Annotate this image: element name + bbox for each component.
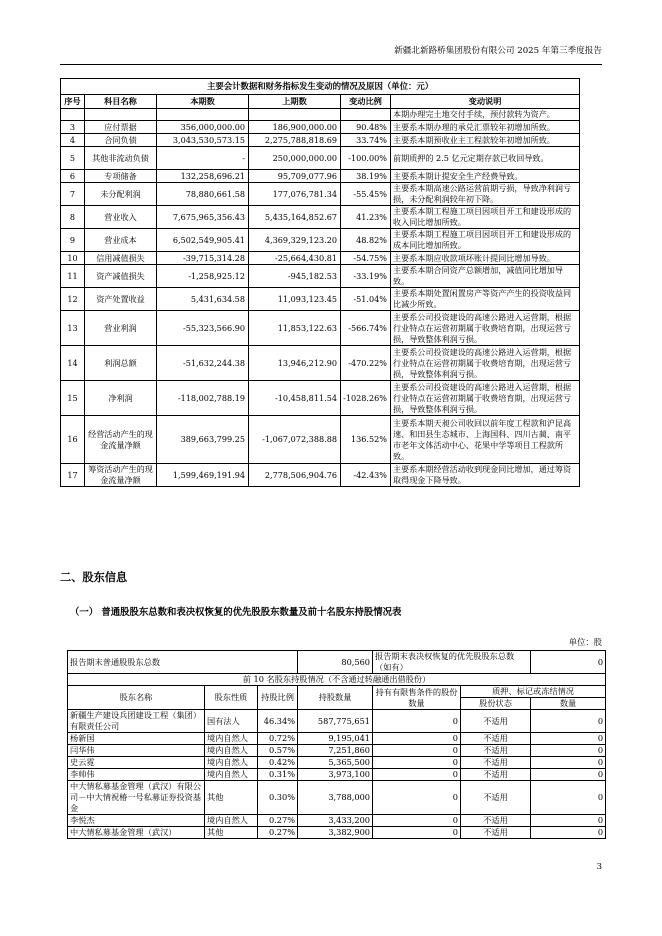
row-current-value: 389,663,799.25 (157, 416, 249, 464)
row-change-desc: 主要系本期工程施工项目因项目开工和建设形成的收入同比增加所致。 (391, 206, 580, 229)
row-change-desc: 主要系本期天昶公司收回以前年度工程款和沪昆高速、和田县生态城市、上海国科、四川古蔺、南平市老年文体活动中心、花果中学等项目工程款所致。 (391, 416, 580, 464)
shareholder-nature: 境内自然人 (205, 745, 258, 757)
table-row (61, 288, 580, 311)
row-item-name: 营业利润 (85, 311, 157, 346)
pledge-qty: 0 (531, 827, 606, 839)
table-row (61, 147, 580, 170)
pledge-qty: 0 (531, 757, 606, 769)
page-number: 3 (596, 862, 602, 872)
shareholder-row (68, 733, 606, 745)
row-change-desc: 主要系本期计提安全生产经费导致。 (391, 170, 580, 183)
pledge-qty: 0 (531, 781, 606, 815)
financial-changes-table (60, 78, 580, 487)
table-row (61, 265, 580, 288)
row-current-value: -118,002,788.19 (157, 381, 249, 416)
row-current-value: 3,043,530,573.15 (157, 134, 249, 147)
preferred-label: 报告期末表决权恢复的优先股股东总数（如有） (373, 651, 531, 674)
shareholder-restricted: 0 (373, 815, 461, 827)
shareholder-ratio: 0.42% (258, 757, 298, 769)
row-item-name: 合同负债 (85, 134, 157, 147)
header-restricted: 持有有限售条件的股份数量 (373, 686, 461, 710)
row-change-ratio: 38.19% (341, 170, 391, 183)
row-no: 6 (61, 170, 85, 183)
shareholder-restricted: 0 (373, 769, 461, 781)
row-item-name: 专项储备 (85, 170, 157, 183)
row-change-ratio: -100.00% (341, 147, 391, 170)
shareholder-qty: 3,382,900 (298, 827, 373, 839)
table-caption: 主要会计数据和财务指标发生变动的情况及原因（单位：元） (61, 79, 580, 95)
row-change-ratio: -51.04% (341, 288, 391, 311)
row-no: 3 (61, 121, 85, 134)
row-no: 5 (61, 147, 85, 170)
table-row (61, 134, 580, 147)
row-current-value: -51,632,244.38 (157, 346, 249, 381)
row-change-desc: 主要系本期处置闲置房产等资产产生的投资收益同比减少所致。 (391, 288, 580, 311)
header-pledge-status: 股份状态 (461, 698, 531, 710)
header-ratio: 持股比例 (258, 686, 298, 710)
pledge-qty: 0 (531, 710, 606, 733)
shareholder-nature: 境内自然人 (205, 757, 258, 769)
shareholder-nature: 境内自然人 (205, 733, 258, 745)
row-item-name: 信用减值损失 (85, 252, 157, 265)
table-row (61, 183, 580, 206)
row-change-desc: 主要系本期合同资产总额增加，减值同比增加导致。 (391, 265, 580, 288)
row-change-desc: 主要系公司投资建设的高速公路进入运营期，根据行业特点在运营初期属于收费培育期，出现运营亏损，导致整体利润亏损。 (391, 311, 580, 346)
header-name: 股东名称 (68, 686, 205, 710)
row-change-ratio: 41.23% (341, 206, 391, 229)
row-change-ratio: -566.74% (341, 311, 391, 346)
shareholder-restricted: 0 (373, 757, 461, 769)
row-previous-value: -10,458,811.54 (249, 381, 341, 416)
shareholder-nature: 境内自然人 (205, 769, 258, 781)
shareholder-name: 闫华伟 (68, 745, 205, 757)
row-current-value: -39,715,314.28 (157, 252, 249, 265)
header-desc: 变动说明 (391, 95, 580, 109)
row-current-value: 356,000,000.00 (157, 121, 249, 134)
shareholder-qty: 9,195,041 (298, 733, 373, 745)
pledge-status: 不适用 (461, 757, 531, 769)
shareholder-ratio: 0.31% (258, 769, 298, 781)
row-no: 9 (61, 229, 85, 252)
pledge-status: 不适用 (461, 769, 531, 781)
row-no: 10 (61, 252, 85, 265)
row-change-desc: 主要系本期经营活动收到现金同比增加，通过筹资取得现金下降导致。 (391, 464, 580, 487)
top10-caption: 前 10 名股东持股情况（不含通过转融通出借股份） (68, 674, 606, 686)
header-qty: 持股数量 (298, 686, 373, 710)
shareholder-name: 中大情私募基金管理（武汉）有限公司－中大情祝椿一号私募证券投资基金 (68, 781, 205, 815)
table-header-row (61, 95, 580, 109)
top10-caption-row (68, 674, 606, 686)
report-title: 新疆北新路桥集团股份有限公司 2025 年第三季度报告 (394, 46, 602, 56)
shareholder-restricted: 0 (373, 745, 461, 757)
header-current: 本期数 (157, 95, 249, 109)
total-holders-value: 80,560 (298, 651, 373, 674)
table-row (61, 229, 580, 252)
row-previous-value: -945,182.53 (249, 265, 341, 288)
shareholder-restricted: 0 (373, 733, 461, 745)
pledge-status: 不适用 (461, 815, 531, 827)
unit-label: 单位：股 (568, 637, 602, 647)
shareholder-ratio: 46.34% (258, 710, 298, 733)
header-no: 序号 (61, 95, 85, 109)
shareholder-row (68, 710, 606, 733)
row-change-desc: 主要系本期高速公路运营前期亏损，导致净利润亏损，未分配利润较年初下降。 (391, 183, 580, 206)
pledge-qty: 0 (531, 733, 606, 745)
pledge-status: 不适用 (461, 745, 531, 757)
header-pledge: 质押、标记或冻结情况 (461, 686, 606, 698)
pledge-qty: 0 (531, 745, 606, 757)
pledge-status: 不适用 (461, 733, 531, 745)
shareholder-ratio: 0.27% (258, 827, 298, 839)
shareholder-row (68, 745, 606, 757)
shareholder-qty: 5,365,500 (298, 757, 373, 769)
header-previous: 上期数 (249, 95, 341, 109)
row-current-value: - (157, 147, 249, 170)
pledge-status: 不适用 (461, 827, 531, 839)
row-current-value: 6,502,549,905.41 (157, 229, 249, 252)
shareholder-table (67, 650, 606, 839)
row-previous-value: 5,435,164,852.67 (249, 206, 341, 229)
row-current-value: 78,880,661.58 (157, 183, 249, 206)
row-change-ratio: -1028.26% (341, 381, 391, 416)
shareholder-qty: 3,788,000 (298, 781, 373, 815)
row-change-ratio: 90.48% (341, 121, 391, 134)
continued-desc: 本期办理完土地交付手续，预付款转为资产。 (391, 109, 580, 121)
row-no: 17 (61, 464, 85, 487)
row-no: 16 (61, 416, 85, 464)
shareholder-name: 杨新国 (68, 733, 205, 745)
row-item-name: 资产减值损失 (85, 265, 157, 288)
row-change-ratio: 136.52% (341, 416, 391, 464)
shareholder-ratio: 0.57% (258, 745, 298, 757)
row-no: 7 (61, 183, 85, 206)
row-change-desc: 主要系本期办理的承兑汇票较年初增加所致。 (391, 121, 580, 134)
row-previous-value: 186,900,000.00 (249, 121, 341, 134)
header-pledge-qty: 数量 (531, 698, 606, 710)
summary-row (68, 651, 606, 674)
row-previous-value: -1,067,072,388.88 (249, 416, 341, 464)
shareholder-name: 新疆生产建设兵团建设工程（集团）有限责任公司 (68, 710, 205, 733)
row-current-value: -1,258,925.12 (157, 265, 249, 288)
shareholder-row (68, 757, 606, 769)
row-current-value: -55,323,566.90 (157, 311, 249, 346)
pledge-status: 不适用 (461, 710, 531, 733)
subsection-title: （一） 普通股股东总数和表决权恢复的优先股股东数量及前十名股东持股情况表 (70, 607, 402, 618)
table-row (61, 346, 580, 381)
row-previous-value: 2,778,506,904.76 (249, 464, 341, 487)
preferred-value: 0 (531, 651, 606, 674)
header-item: 科目名称 (85, 95, 157, 109)
row-no: 12 (61, 288, 85, 311)
shareholder-nature: 国有法人 (205, 710, 258, 733)
row-current-value: 132,258,696.21 (157, 170, 249, 183)
row-previous-value: 11,853,122.63 (249, 311, 341, 346)
shareholder-restricted: 0 (373, 827, 461, 839)
row-item-name: 资产处置收益 (85, 288, 157, 311)
row-previous-value: 2,275,788,818.69 (249, 134, 341, 147)
row-change-ratio: -54.75% (341, 252, 391, 265)
row-item-name: 营业成本 (85, 229, 157, 252)
row-change-desc: 主要系本期工程施工项目因项目开工和建设形成的成本同比增加所致。 (391, 229, 580, 252)
shareholder-qty: 587,775,651 (298, 710, 373, 733)
row-no: 13 (61, 311, 85, 346)
row-previous-value: 13,946,212.90 (249, 346, 341, 381)
table-row (61, 170, 580, 183)
row-previous-value: 11,093,123.45 (249, 288, 341, 311)
row-item-name: 净利润 (85, 381, 157, 416)
row-change-ratio: 48.82% (341, 229, 391, 252)
row-change-desc: 主要系本期预收业主工程款较年初增加所致。 (391, 134, 580, 147)
pledge-qty: 0 (531, 769, 606, 781)
shareholder-name: 中大情私募基金管理（武汉） (68, 827, 205, 839)
row-change-desc: 主要系公司投资建设的高速公路进入运营期，根据行业特点在运营初期属于收费培育期，出现运营亏损，导致整体利润亏损。 (391, 346, 580, 381)
shareholder-restricted: 0 (373, 781, 461, 815)
row-item-name: 筹资活动产生的现金流量净额 (85, 464, 157, 487)
shareholder-row (68, 815, 606, 827)
shareholder-nature: 其他 (205, 781, 258, 815)
table-row (61, 381, 580, 416)
shareholder-qty: 7,251,860 (298, 745, 373, 757)
table-row (61, 121, 580, 134)
shareholder-ratio: 0.72% (258, 733, 298, 745)
row-change-ratio: 33.74% (341, 134, 391, 147)
row-item-name: 未分配利润 (85, 183, 157, 206)
row-previous-value: 250,000,000.00 (249, 147, 341, 170)
row-item-name: 经营活动产生的现金流量净额 (85, 416, 157, 464)
shareholder-name: 史云霓 (68, 757, 205, 769)
row-change-desc: 主要系公司投资建设的高速公路进入运营期，根据行业特点在运营初期属于收费培育期，出现运营亏损，导致整体利润亏损。 (391, 381, 580, 416)
table-row (61, 252, 580, 265)
pledge-status: 不适用 (461, 781, 531, 815)
header-rule (60, 64, 602, 65)
row-change-desc: 主要系本期应收款项坏账计提同比增加导致。 (391, 252, 580, 265)
row-change-desc: 前期质押的 2.5 亿元定期存款已收回导致。 (391, 147, 580, 170)
row-current-value: 7,675,965,356.43 (157, 206, 249, 229)
row-change-ratio: -55.45% (341, 183, 391, 206)
table-row (61, 416, 580, 464)
row-previous-value: 4,369,329,123.20 (249, 229, 341, 252)
row-current-value: 1,599,469,191.94 (157, 464, 249, 487)
shareholder-row (68, 769, 606, 781)
row-item-name: 其他非流动负债 (85, 147, 157, 170)
shareholder-qty: 3,973,100 (298, 769, 373, 781)
section-title: 二、股东信息 (60, 571, 128, 584)
row-previous-value: 95,709,077.96 (249, 170, 341, 183)
row-change-ratio: -470.22% (341, 346, 391, 381)
table-row (61, 464, 580, 487)
shareholder-header-row (68, 686, 606, 698)
row-no: 14 (61, 346, 85, 381)
shareholder-row (68, 827, 606, 839)
shareholder-nature: 境内自然人 (205, 815, 258, 827)
page-header (0, 0, 662, 70)
header-ratio: 变动比例 (341, 95, 391, 109)
shareholder-nature: 其他 (205, 827, 258, 839)
row-change-ratio: -42.43% (341, 464, 391, 487)
shareholder-qty: 3,433,200 (298, 815, 373, 827)
continued-row (61, 109, 580, 121)
shareholder-ratio: 0.30% (258, 781, 298, 815)
row-no: 11 (61, 265, 85, 288)
row-no: 4 (61, 134, 85, 147)
shareholder-ratio: 0.27% (258, 815, 298, 827)
row-item-name: 利润总额 (85, 346, 157, 381)
header-nature: 股东性质 (205, 686, 258, 710)
row-previous-value: -25,664,430.81 (249, 252, 341, 265)
row-change-ratio: -33.19% (341, 265, 391, 288)
row-previous-value: 177,076,781.34 (249, 183, 341, 206)
table-title-row (61, 79, 580, 95)
shareholder-name: 李帅伟 (68, 769, 205, 781)
row-no: 15 (61, 381, 85, 416)
shareholder-restricted: 0 (373, 710, 461, 733)
total-holders-label: 报告期末普通股股东总数 (68, 651, 298, 674)
row-item-name: 应付票据 (85, 121, 157, 134)
row-current-value: 5,431,634.58 (157, 288, 249, 311)
table-row (61, 206, 580, 229)
shareholder-name: 李悦杰 (68, 815, 205, 827)
table-row (61, 311, 580, 346)
row-item-name: 营业收入 (85, 206, 157, 229)
shareholder-row (68, 781, 606, 815)
pledge-qty: 0 (531, 815, 606, 827)
row-no: 8 (61, 206, 85, 229)
